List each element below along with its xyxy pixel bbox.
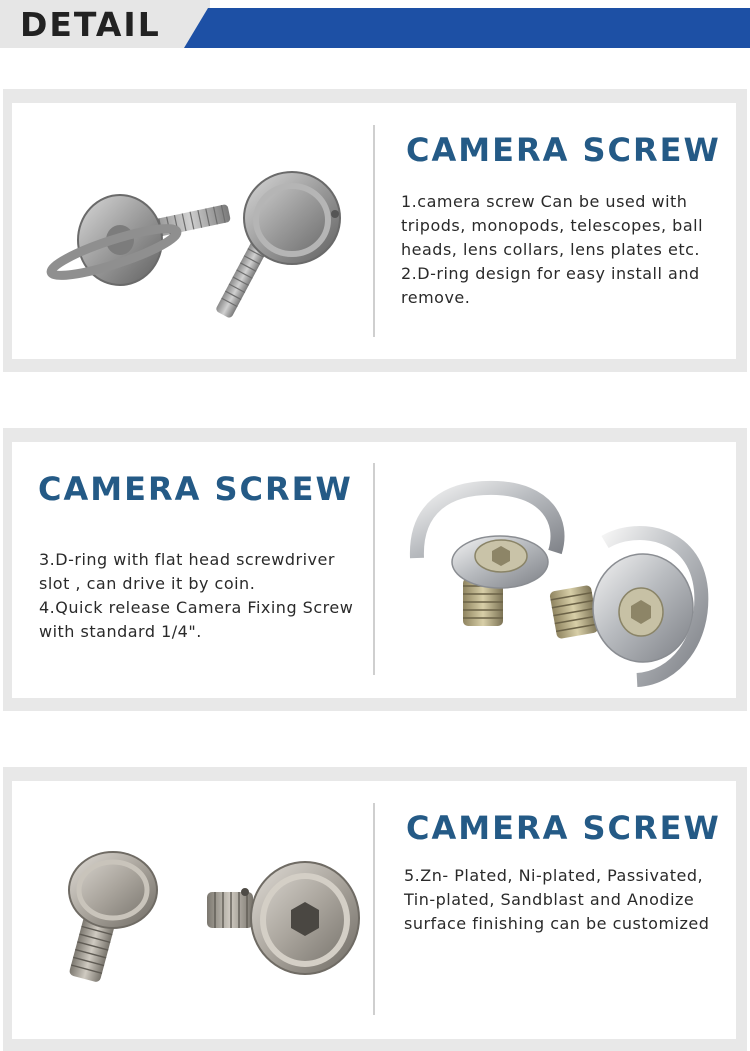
section-2-line-3: 4.Quick release Camera Fixing Screw [39,598,354,617]
header-title: DETAIL [20,5,161,44]
product-image-1 [40,160,360,340]
section-3-description [404,864,709,936]
section-1-line-3: heads, lens collars, lens plates etc. [401,240,700,259]
section-3-divider [373,803,375,1015]
product-image-2 [405,480,715,690]
section-3-line-1: 5.Zn- Plated, Ni-plated, Passivated, [404,866,704,885]
section-1-line-5: remove. [401,288,471,307]
section-2-line-1: 3.D-ring with flat head screwdriver [39,550,335,569]
section-1-line-2: tripods, monopods, telescopes, ball [401,216,704,235]
section-2-line-4: with standard 1/4". [39,622,202,641]
section-1-description [401,190,703,310]
section-2-heading: CAMERA SCREW [38,470,353,508]
section-3-heading: CAMERA SCREW [406,809,721,847]
section-1-heading: CAMERA SCREW [406,131,721,169]
product-image-3 [55,840,365,1000]
section-1-divider [373,125,375,337]
section-2-description [39,548,353,644]
section-1-line-1: 1.camera screw Can be used with [401,192,688,211]
section-1-line-4: 2.D-ring design for easy install and [401,264,700,283]
section-3-line-2: Tin-plated, Sandblast and Anodize [404,890,695,909]
section-2-line-2: slot , can drive it by coin. [39,574,256,593]
detail-header [0,0,750,48]
section-2-divider [373,463,375,675]
section-3-line-3: surface finishing can be customized [404,914,710,933]
